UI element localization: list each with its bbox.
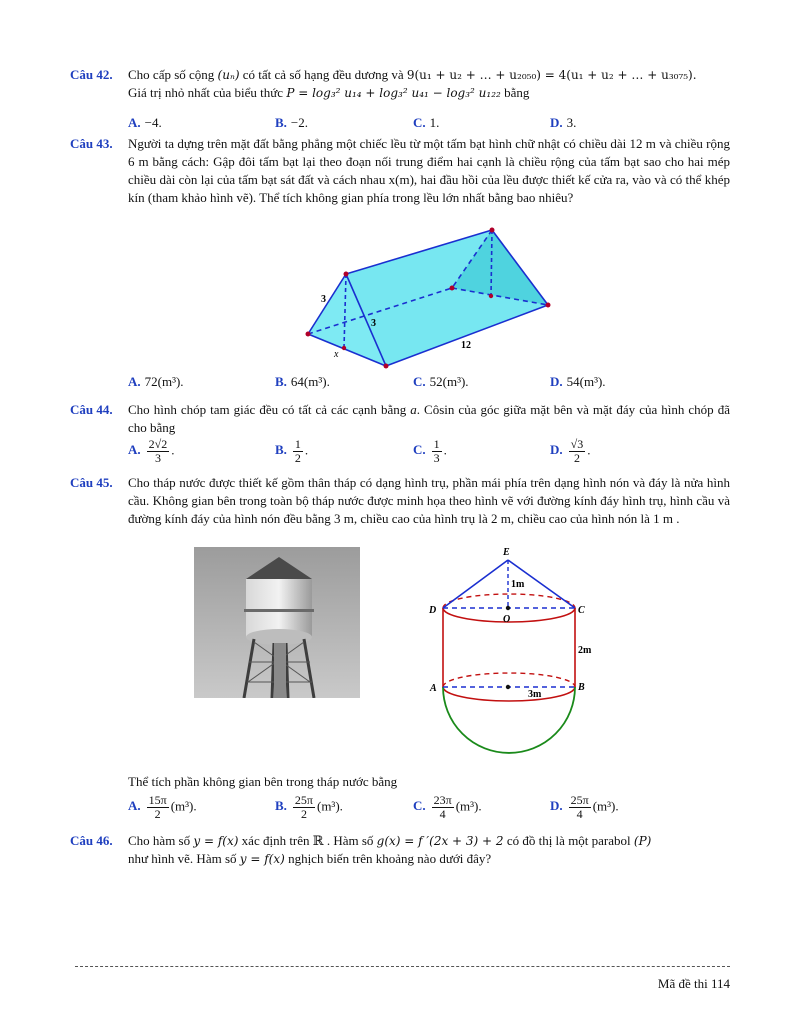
option-c[interactable]: C. $\frac{1}{3}$ . [413,437,447,465]
expression: P = log₃² u₁₄ + log₃² u₄₁ − log₃² u₁₂₂ [286,86,501,100]
question-43 [70,135,730,207]
point-a: A [430,683,437,694]
option-c[interactable]: C. 1. [413,115,440,130]
option-a[interactable]: A. −4. [128,115,162,130]
function-g: g(x) = f ′(2x + 3) + 2 [376,834,504,848]
q43-options [128,374,728,394]
point-o: O [503,614,511,625]
label-cylinder-height: 2m [578,645,592,656]
point-e: E [503,547,510,558]
question-label: Câu 45. [70,475,113,490]
point-b: B [578,682,585,693]
q42-text: có tất cả số hạng đều dương và [242,67,404,82]
sequence-symbol: (uₙ) [217,68,240,82]
option-b[interactable]: B. 64(m³). [275,374,330,389]
option-a[interactable]: A. $\frac{2√2}{3}$ . [128,437,175,465]
question-label: Câu 44. [70,402,113,417]
label-side-b: 3 [371,318,376,329]
q46-text: Cho hàm số [128,833,191,848]
option-c[interactable]: C. 52(m³). [413,374,469,389]
var-a: a [410,402,417,417]
label-gap: x [334,349,339,360]
option-d[interactable]: D. 54(m³). [550,374,606,389]
q44-text: . Côsin của góc giữa mặt bên và mặt đáy của hình chóp đã cho bằng [128,402,730,435]
option-c[interactable]: C. $\frac{23\pi}{4}$ (m³). [413,793,482,821]
parabol-p: (P) [633,834,652,848]
point-d: D [429,605,437,616]
exam-code: Mã đề thi 114 [657,976,730,991]
label-cone-height: 1m [511,579,525,590]
q44-options [128,438,728,472]
option-a[interactable]: A. $\frac{15\pi}{2}$ (m³). [128,793,197,821]
question-label: Câu 46. [70,833,113,848]
q44-text: Cho hình chóp tam giác đều có tất cả các cạnh bằng [128,402,407,417]
q45-options [128,794,728,828]
option-d[interactable]: D. 3. [550,115,577,130]
label-side-a: 3 [321,294,326,305]
q46-text: nghịch biến trên khoảng nào dưới đây? [288,851,492,866]
function-f: y = f(x) [193,834,239,848]
function-f: y = f(x) [239,852,285,866]
equation: 9(u₁ + u₂ + … + u₂₀₅₀) = 4(u₁ + u₂ + … + u₃₀₇₅). [406,68,697,82]
q43-text: Người ta dựng trên mặt đất bằng phẳng một chiếc lều từ một tấm bạt hình chữ nhật có chiều dài 12 m và chiều rộng 6 m bằng cách: Gập đôi tấm bạt lại theo đoạn nối trung điểm hai cạnh là chiều rộng của tấm bạt sao cho hai mép chiều dài còn lại của tấm bạt sát đất và cách nhau x(m), hai đầu hồi của lều được thiết kế cửa ra, vào và có thể khép kín (tham khảo hình vẽ). Thể tích không gian phía trong lều lớn nhất bằng bao nhiêu? [128,136,730,205]
question-42 [70,66,730,102]
question-label: Câu 42. [70,67,113,82]
question-45 [70,474,730,528]
option-d[interactable]: D. $\frac{25\pi}{4}$ (m³). [550,793,619,821]
q42-text: Giá trị nhỏ nhất của biểu thức [128,85,284,100]
question-44 [70,401,730,437]
q42-text: bằng [504,85,530,100]
option-a[interactable]: A. 72(m³). [128,374,184,389]
tank-diagram [422,542,604,756]
tent-figure [300,222,560,372]
option-b[interactable]: B. −2. [275,115,309,130]
q45-question: Thể tích phần không gian bên trong tháp nước bằng [128,774,398,789]
water-tower-photo [194,547,360,698]
label-diameter: 3m [528,689,542,700]
q45-text: Cho tháp nước được thiết kế gồm thân tháp có dạng hình trụ, phần mái phía trên dạng hình nón và đáy là nửa hình cầu. Không gian bên trong toàn bộ tháp nước được minh họa theo hình vẽ với đường kính đáy hình trụ, hình cầu và đường kính đáy của hình nón đều bằng 3 m, chiều cao của hình trụ là 2 m, chiều cao của hình nón là 1 m . [128,475,730,526]
label-length: 12 [461,340,471,351]
q42-text: Cho cấp số cộng [128,67,215,82]
option-b[interactable]: B. $\frac{1}{2}$ . [275,437,309,465]
q42-options [128,115,728,135]
footer-divider [75,966,730,967]
option-b[interactable]: B. $\frac{25\pi}{2}$ (m³). [275,793,343,821]
q46-text: có đồ thị là một parabol [506,833,631,848]
question-46 [70,832,730,868]
point-c: C [578,605,585,616]
q46-text: như hình vẽ. Hàm số [128,851,237,866]
option-d[interactable]: D. $\frac{√3}{2}$ . [550,437,591,465]
q46-text: xác định trên ℝ . Hàm số [241,833,374,848]
question-label: Câu 43. [70,136,113,151]
